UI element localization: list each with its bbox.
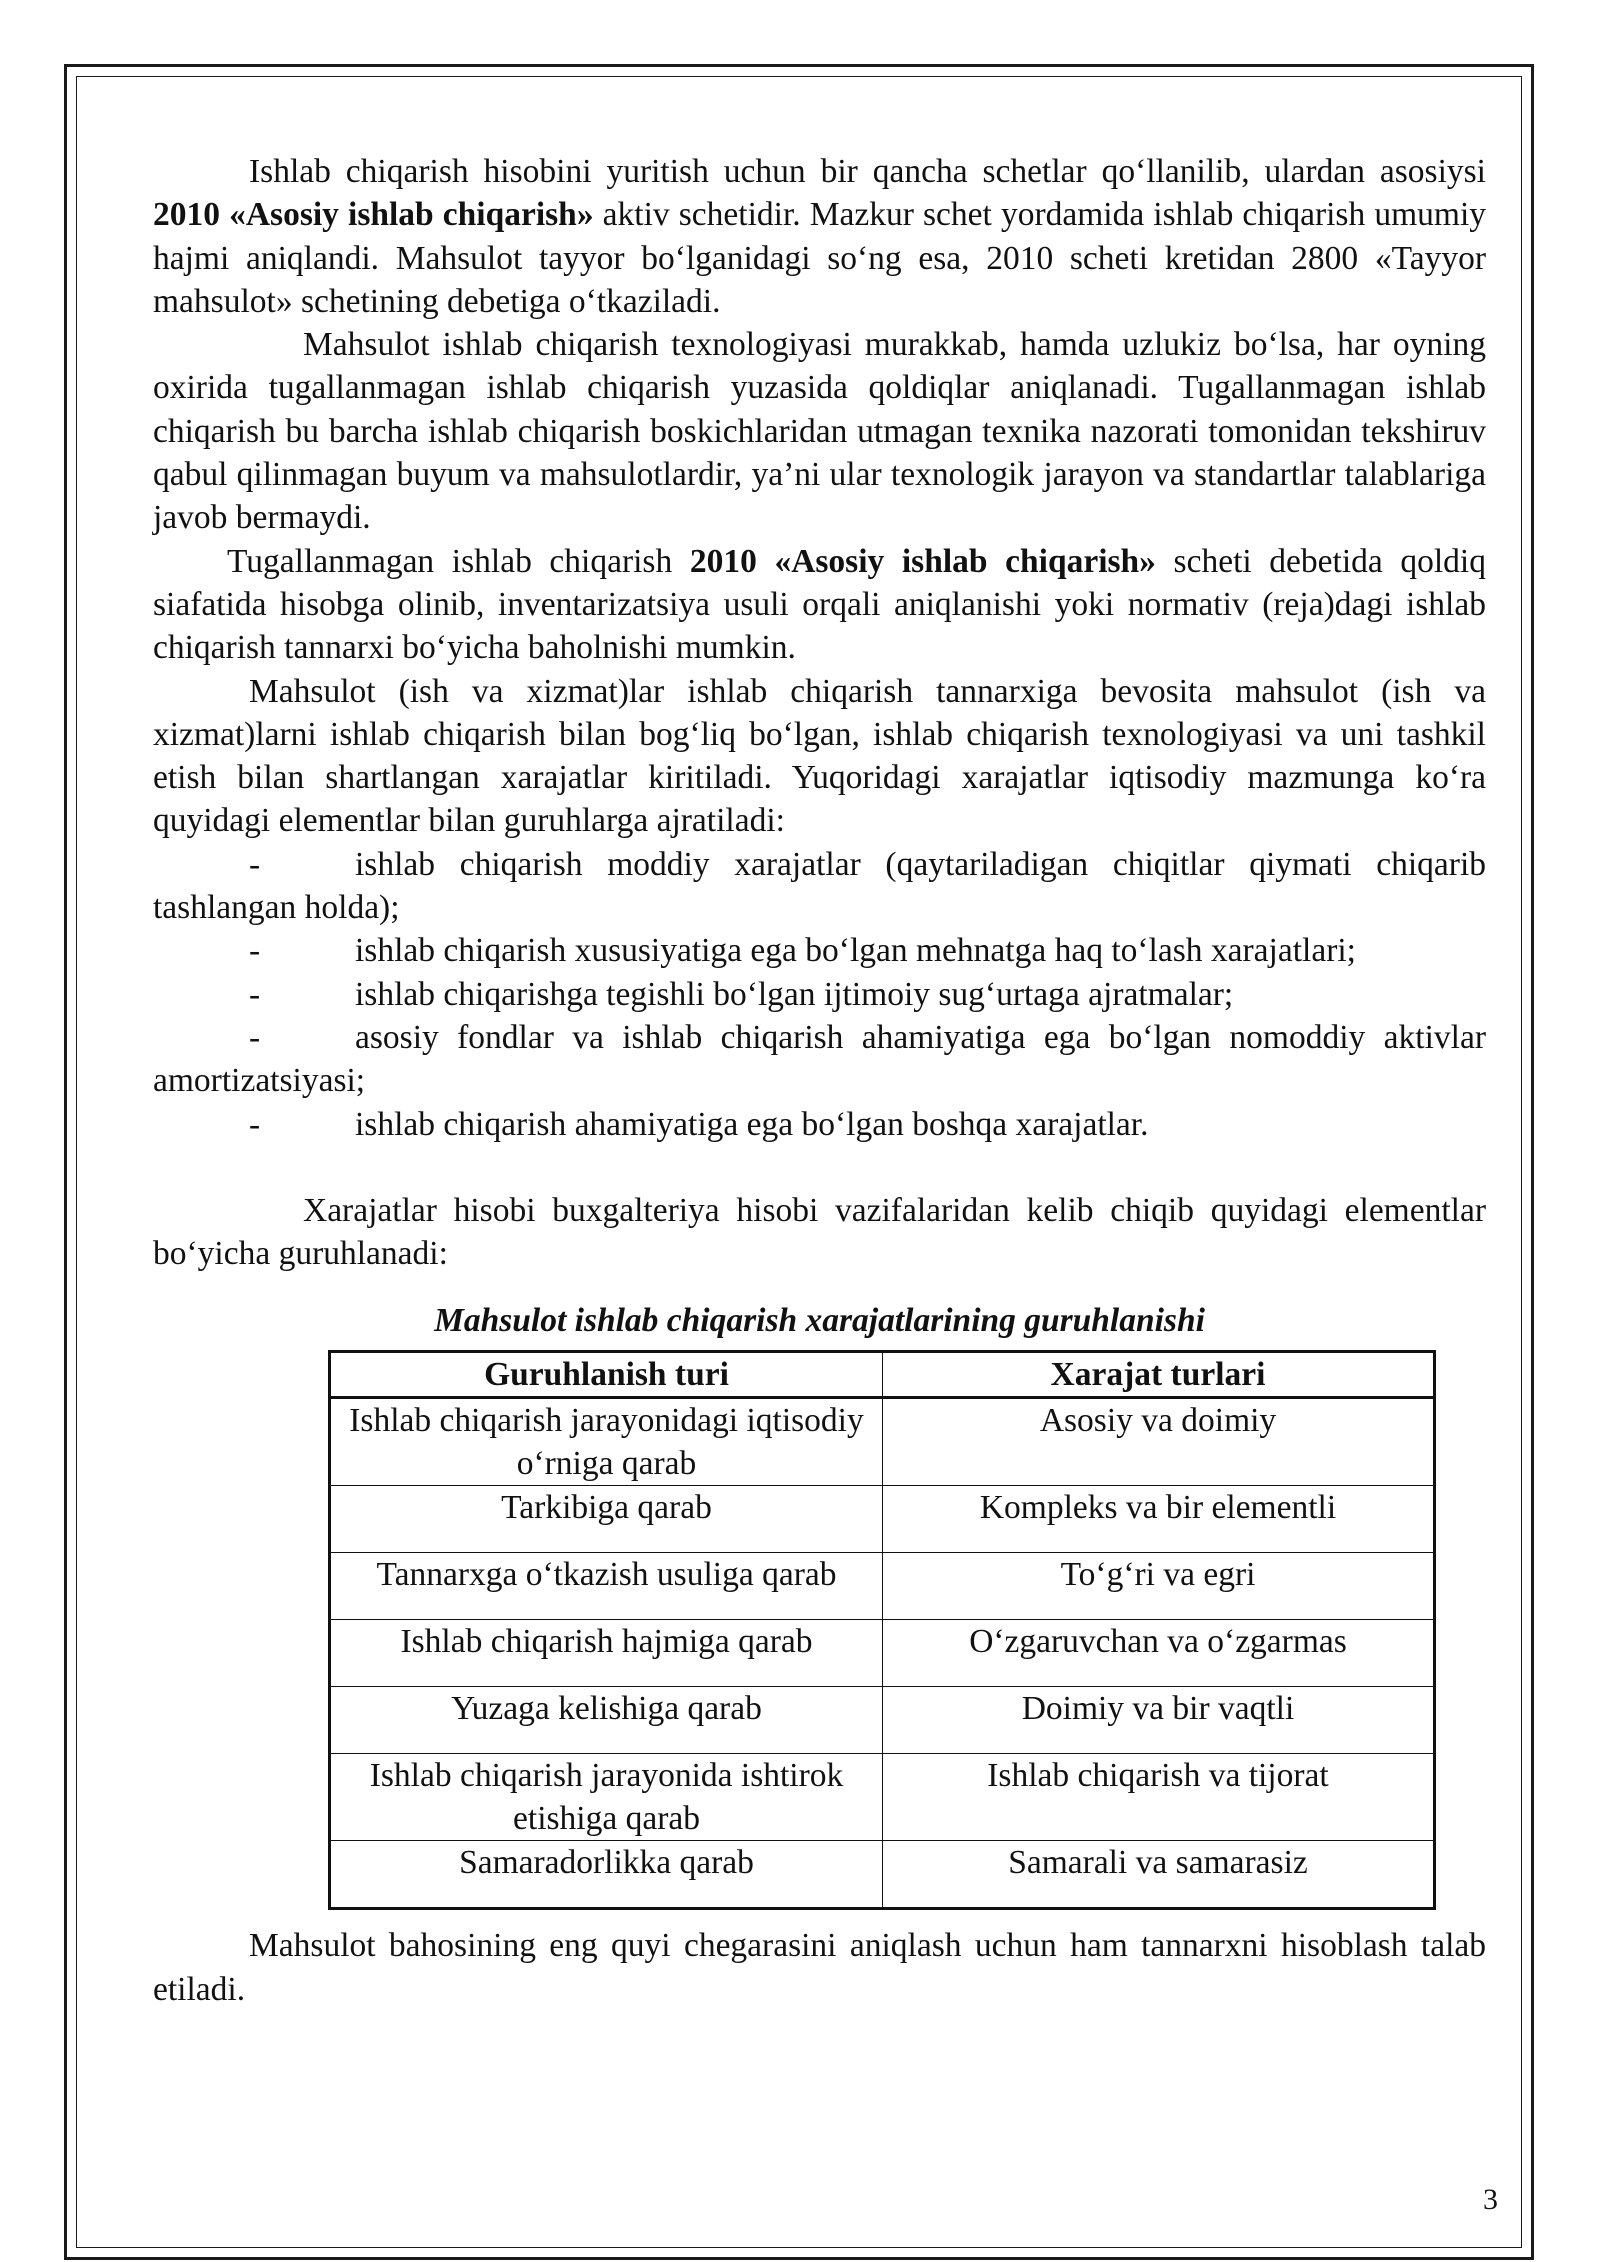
- list-item-text: ishlab chiqarishga tegishli bo‘lgan ijtimoiy sug‘urtaga ajratmalar;: [355, 975, 1234, 1013]
- table-cell: Doimiy va bir vaqtli: [883, 1687, 1435, 1754]
- list-marker: -: [249, 1105, 261, 1143]
- page-number: 3: [1483, 2183, 1498, 2216]
- table-cell: Ishlab chiqarish hajmiga qarab: [330, 1620, 883, 1687]
- table-cell: Ishlab chiqarish va tijorat: [883, 1754, 1435, 1841]
- table-row: [330, 1486, 1435, 1553]
- bullet-list: [153, 843, 1486, 1146]
- table-row: [330, 1398, 1435, 1486]
- paragraph-1-text-a: Ishlab chiqarish hisobini yuritish uchun bir qancha schetlar qo‘llanilib, ulardan asosiysi: [249, 153, 1486, 190]
- paragraph-6: Mahsulot bahosining eng quyi chegarasini aniqlash uchun ham tannarxni hisoblash talab etiladi.: [153, 1927, 1486, 2008]
- paragraph-4: Mahsulot (ish va xizmat)lar ishlab chiqarish tannarxiga bevosita mahsulot (ish va xizmat)larni ishlab chiqarish bilan bog‘liq bo‘lgan, ishlab chiqarish texnologiyasi va uni tashkil etish bilan shartlangan xarajatlar kiritiladi. Yuqoridagi xarajatlar iqtisodiy mazmunga ko‘ra quyidagi elementlar bilan guruhlarga ajratiladi:: [153, 672, 1486, 840]
- table-cell: Ishlab chiqarish jarayonidagi iqtisodiy o‘rniga qarab: [330, 1398, 883, 1486]
- table-row: [330, 1687, 1435, 1754]
- blank-line: [153, 1146, 1486, 1189]
- list-item: [153, 929, 1486, 972]
- list-item-text: asosiy fondlar va ishlab chiqarish ahamiyatiga ega bo‘lgan nomoddiy aktivlar amortizatsiyasi;: [153, 1018, 1486, 1100]
- table-cell: Samarali va samarasiz: [883, 1841, 1435, 1909]
- table-cell: Kompleks va bir elementli: [883, 1486, 1435, 1553]
- list-item: [153, 1016, 1486, 1103]
- table-cell: Ishlab chiqarish jarayonida ishtirok etishiga qarab: [330, 1754, 883, 1841]
- table-cell: Asosiy va doimiy: [883, 1398, 1435, 1486]
- list-item: [153, 1103, 1486, 1146]
- paragraph-3-text-b: scheti debetida qoldiq siafatida hisobga olinib, inventarizatsiya usuli orqali aniqlanishi yoki normativ (reja)dagi ishlab chiqarish tannarxi bo‘yicha baholnishi mumkin.: [153, 542, 1486, 667]
- paragraph-2: Mahsulot ishlab chiqarish texnologiyasi murakkab, hamda uzlukiz bo‘lsa, har oyning oxirida tugallanmagan ishlab chiqarish yuzasida qoldiqlar aniqlanadi. Tugallanmagan ishlab chiqarish bu barcha ishlab chiqarish boskichlaridan utmagan texnika nazorati tomonidan tekshiruv qabul qilinmagan buyum va mahsulotlardir, ya’ni ular texnologik jarayon va standartlar talablariga javob bermaydi.: [153, 326, 1486, 537]
- table-row: [330, 1620, 1435, 1687]
- column-header-grouping-type: Guruhlanish turi: [330, 1352, 883, 1398]
- list-item-text: ishlab chiqarish moddiy xarajatlar (qaytariladigan chiqitlar qiymati chiqarib tashlangan holda);: [153, 845, 1486, 927]
- list-item: [153, 973, 1486, 1016]
- paragraph-3-account-name: 2010 «Asosiy ishlab chiqarish»: [689, 542, 1156, 580]
- table-header-row: [330, 1352, 1435, 1398]
- list-item-text: ishlab chiqarish ahamiyatiga ega bo‘lgan boshqa xarajatlar.: [355, 1105, 1149, 1143]
- table-row: [330, 1754, 1435, 1841]
- list-marker: -: [249, 845, 261, 883]
- cost-grouping-table: [328, 1350, 1436, 1910]
- paragraph-1-account-name: 2010 «Asosiy ishlab chiqarish»: [153, 196, 594, 234]
- table-cell: Tarkibiga qarab: [330, 1486, 883, 1553]
- paragraph-5: Xarajatlar hisobi buxgalteriya hisobi vazifalaridan kelib chiqib quyidagi elementlar bo‘yicha guruhlanadi:: [153, 1191, 1486, 1273]
- table-caption: Mahsulot ishlab chiqarish xarajatlarining guruhlanishi: [434, 1302, 1205, 1340]
- table-cell: To‘g‘ri va egri: [883, 1553, 1435, 1620]
- table-row: [330, 1553, 1435, 1620]
- list-marker: -: [249, 1018, 261, 1056]
- paragraph-3-text-a: Tugallanmagan ishlab chiqarish: [227, 542, 690, 580]
- paragraph-1-text-b: aktiv schetidir. Mazkur schet yordamida ishlab chiqarish umumiy hajmi aniqlandi. Mahsulot tayyor bo‘lganidagi so‘ng esa, 2010 scheti kretidan 2800 «Tayyor mahsulot» schetining debetiga o‘tkaziladi.: [153, 196, 1486, 320]
- paragraph-3: [153, 540, 1486, 670]
- table-cell: O‘zgaruvchan va o‘zgarmas: [883, 1620, 1435, 1687]
- table-cell: Tannarxga o‘tkazish usuliga qarab: [330, 1553, 883, 1620]
- list-item: [153, 843, 1486, 930]
- list-marker: -: [249, 975, 261, 1013]
- list-item-text: ishlab chiqarish xususiyatiga ega bo‘lgan mehnatga haq to‘lash xarajatlari;: [355, 932, 1356, 970]
- column-header-cost-types: Xarajat turlari: [883, 1352, 1435, 1398]
- table-cell: Yuzaga kelishiga qarab: [330, 1687, 883, 1754]
- table-cell: Samaradorlikka qarab: [330, 1841, 883, 1909]
- paragraph-1: [153, 150, 1486, 323]
- document-body: [153, 150, 1486, 2011]
- list-marker: -: [249, 932, 261, 970]
- table-row: [330, 1841, 1435, 1909]
